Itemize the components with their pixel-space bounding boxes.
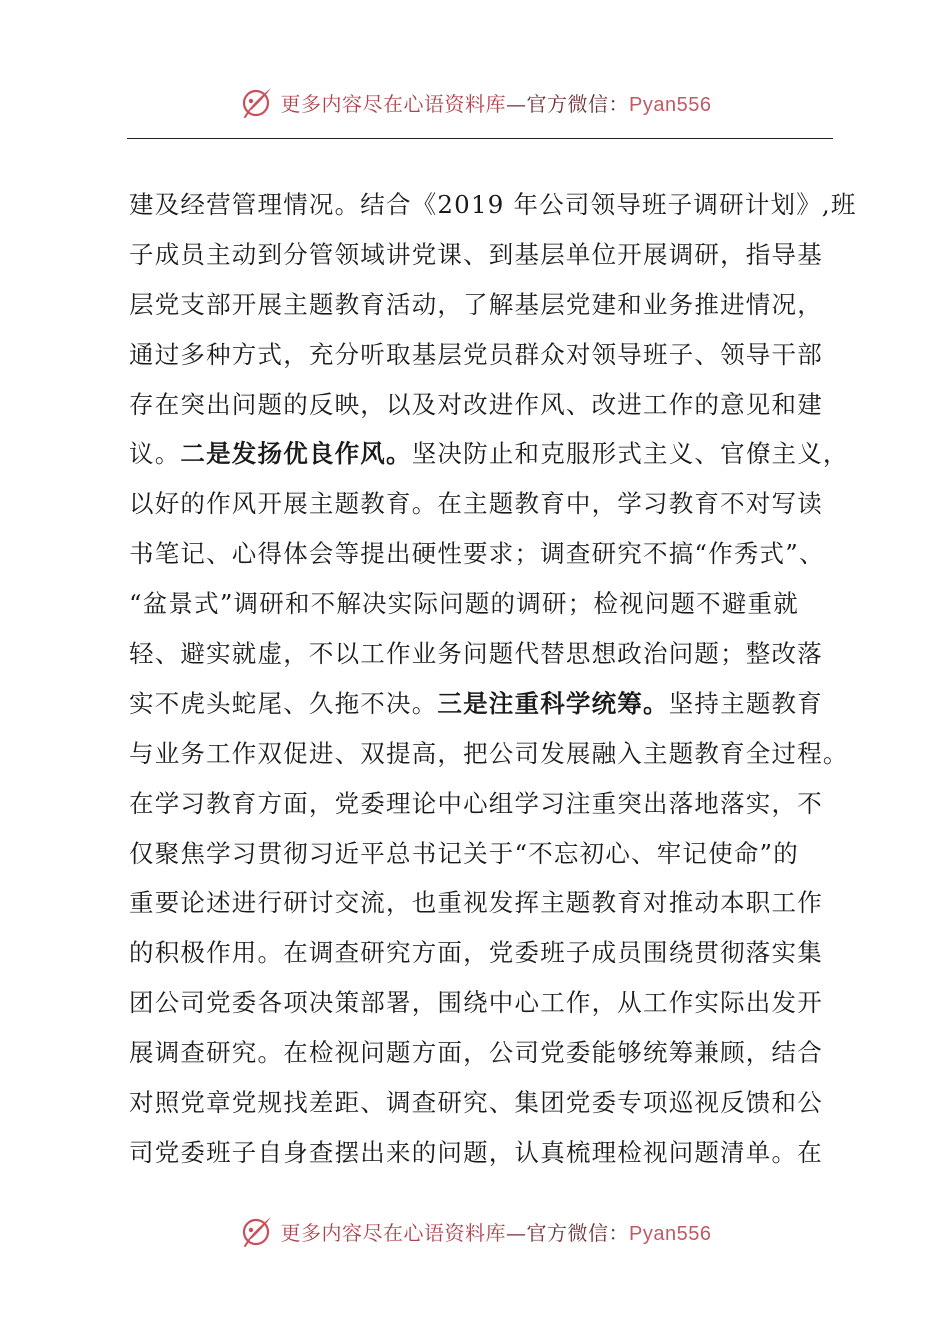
body-text-segment: 实不虎头蛇尾、久拖不决。 <box>129 688 438 718</box>
header-watermark-id: Pyan556 <box>629 93 712 116</box>
body-line <box>129 1078 849 1128</box>
bold-heading-text: 三是注重科学统筹。 <box>437 688 669 718</box>
footer-watermark-label: 官方微信： <box>526 1220 630 1245</box>
body-text-segment: 司党委班子自身查摆出来的问题，认真梳理检视问题清单。在 <box>129 1137 823 1167</box>
body-text-segment: 轻、避实就虚，不以工作业务问题代替思想政治问题；整改落 <box>129 639 823 669</box>
body-line <box>129 529 849 579</box>
body-line <box>129 280 849 330</box>
footer-watermark <box>0 1211 950 1251</box>
body-text-segment: 重要论述进行研讨交流，也重视发挥主题教育对推动本职工作 <box>129 888 823 918</box>
body-line <box>129 928 849 978</box>
body-text-segment: 团公司党委各项决策部署，围绕中心工作，从工作实际出发开 <box>129 988 823 1018</box>
body-text-segment: 对照党章党规找差距、调查研究、集团党委专项巡视反馈和公 <box>129 1088 823 1118</box>
body-line <box>129 978 849 1028</box>
footer-watermark-id: Pyan556 <box>629 1222 712 1245</box>
body-line <box>129 1028 849 1078</box>
header-watermark-separator: — <box>506 91 527 116</box>
body-line <box>129 579 849 629</box>
body-text-segment: 通过多种方式，充分听取基层党员群众对领导班子、领导干部 <box>129 339 823 369</box>
body-text-segment: 坚持主题教育 <box>668 688 823 718</box>
body-text-segment: “盆景式”调研和不解决实际问题的调研；检视问题不避重就 <box>129 589 799 619</box>
body-line <box>129 629 849 679</box>
body-text-segment: 子成员主动到分管领域讲党课、到基层单位开展调研，指导基 <box>129 239 823 269</box>
body-text-segment: 的积极作用。在调查研究方面，党委班子成员围绕贯彻落实集 <box>129 938 823 968</box>
body-line <box>129 878 849 928</box>
document-body <box>129 180 857 1178</box>
header-watermark-main: 更多内容尽在心语资料库 <box>280 91 507 116</box>
body-text-segment: 展调查研究。在检视问题方面，公司党委能够统筹兼顾，结合 <box>129 1038 823 1068</box>
footer-watermark-separator: — <box>506 1220 527 1245</box>
header-divider <box>127 138 833 139</box>
body-text-segment: 以好的作风开展主题教育。在主题教育中，学习教育不对写读 <box>129 489 823 519</box>
body-line <box>129 380 849 430</box>
footer-watermark-text <box>281 1217 712 1246</box>
body-line <box>129 230 849 280</box>
body-text-segment: 存在突出问题的反映，以及对改进作风、改进工作的意见和建 <box>129 389 823 419</box>
quill-logo-icon <box>239 1213 275 1249</box>
body-text-segment: 书笔记、心得体会等提出硬性要求；调查研究不搞“作秀式”、 <box>129 539 825 569</box>
body-line <box>129 479 849 529</box>
body-line <box>129 180 857 230</box>
body-text-segment: 建及经营管理情况。结合《2019 年公司领导班子调研计划》,班 <box>129 190 857 219</box>
body-line <box>129 429 849 479</box>
body-line <box>129 829 849 879</box>
header-watermark-text <box>281 88 712 117</box>
header-watermark-label: 官方微信： <box>526 91 630 116</box>
body-line <box>129 779 849 829</box>
body-line <box>129 330 849 380</box>
footer-watermark-main: 更多内容尽在心语资料库 <box>280 1220 507 1245</box>
body-text-segment: 层党支部开展主题教育活动，了解基层党建和业务推进情况， <box>129 289 823 319</box>
body-text-segment: 与业务工作双促进、双提高，把公司发展融入主题教育全过程。 <box>129 738 849 768</box>
quill-logo-icon <box>239 84 275 120</box>
body-line <box>129 679 849 729</box>
body-text-segment: 议。 <box>129 439 181 469</box>
header-watermark <box>0 82 950 122</box>
body-text-segment: 仅聚焦学习贯彻习近平总书记关于“不忘初心、牢记使命”的 <box>129 838 799 868</box>
bold-heading-text: 二是发扬优良作风。 <box>180 439 412 469</box>
body-line <box>129 729 849 779</box>
body-text-segment: 坚决防止和克服形式主义、官僚主义， <box>411 439 849 469</box>
body-line <box>129 1128 849 1178</box>
body-text-segment: 在学习教育方面，党委理论中心组学习注重突出落地落实，不 <box>129 788 823 818</box>
